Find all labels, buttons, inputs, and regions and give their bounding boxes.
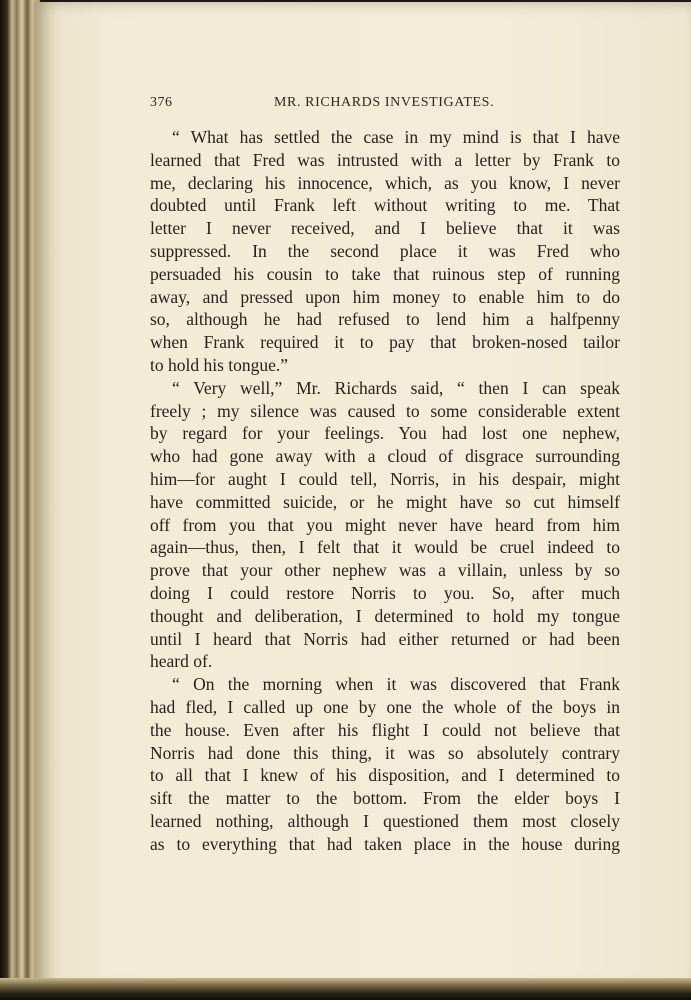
text-line: learned that Fred was intrusted with a letter by Frank to <box>150 149 620 170</box>
text-line: sift the matter to the bottom. From the elder boys I <box>150 788 620 809</box>
text-line: to hold his tongue.” <box>150 354 289 375</box>
text-line: thought and deliberation, I determined to hold my tongue <box>150 605 620 626</box>
text-line: heard of. <box>150 651 213 672</box>
text-line: persuaded his cousin to take that ruinous step of running <box>150 263 620 284</box>
text-line: off from you that you might never have heard from him <box>150 514 620 535</box>
running-head: MR. RICHARDS INVESTIGATES. <box>274 95 495 110</box>
text-line: learned nothing, although I questioned them most closely <box>150 810 620 831</box>
text-line: “ On the morning when it was discovered that Frank <box>172 674 620 695</box>
text-line: away, and pressed upon him money to enable him to do <box>150 286 620 307</box>
text-line: by regard for your feelings. You had lost one nephew, <box>150 423 620 444</box>
text-line: as to everything that had taken place in the house during <box>150 833 620 854</box>
text-line: him—for aught I could tell, Norris, in his despair, might <box>150 468 620 489</box>
text-line: had fled, I called up one by one the whole of the boys in <box>150 696 620 717</box>
text-line: the house. Even after his flight I could not believe that <box>150 719 620 740</box>
page-number: 376 <box>150 95 173 110</box>
text-line: “ What has settled the case in my mind is that I have <box>172 127 620 147</box>
text-line: Norris had done this thing, it was so absolutely contrary <box>150 742 620 763</box>
text-line: suppressed. In the second place it was Fred who <box>150 240 620 261</box>
text-line: until I heard that Norris had either returned or had been <box>150 628 620 649</box>
text-line: so, although he had refused to lend him a halfpenny <box>150 309 620 330</box>
text-line: prove that your other nephew was a villain, unless by so <box>150 560 620 581</box>
page-header <box>150 95 620 117</box>
text-line: me, declaring his innocence, which, as you know, I never <box>150 172 620 193</box>
text-line: doing I could restore Norris to you. So, after much <box>150 582 620 603</box>
body-text <box>150 126 620 856</box>
page-bottom-edge <box>0 978 691 1000</box>
text-line: who had gone away with a cloud of disgrace surrounding <box>150 446 620 467</box>
text-line: “ Very well,” Mr. Richards said, “ then I can speak <box>172 377 620 398</box>
text-line: freely ; my silence was caused to some considerable extent <box>150 400 620 421</box>
text-line: again—thus, then, I felt that it would be cruel indeed to <box>150 537 620 558</box>
text-line: to all that I knew of his disposition, and I determined to <box>150 765 620 786</box>
text-line: when Frank required it to pay that broken-nosed tailor <box>150 332 620 353</box>
text-line: letter I never received, and I believe that it was <box>150 218 620 239</box>
text-line: have committed suicide, or he might have so cut himself <box>150 491 620 512</box>
text-line: doubted until Frank left without writing to me. That <box>150 195 620 216</box>
